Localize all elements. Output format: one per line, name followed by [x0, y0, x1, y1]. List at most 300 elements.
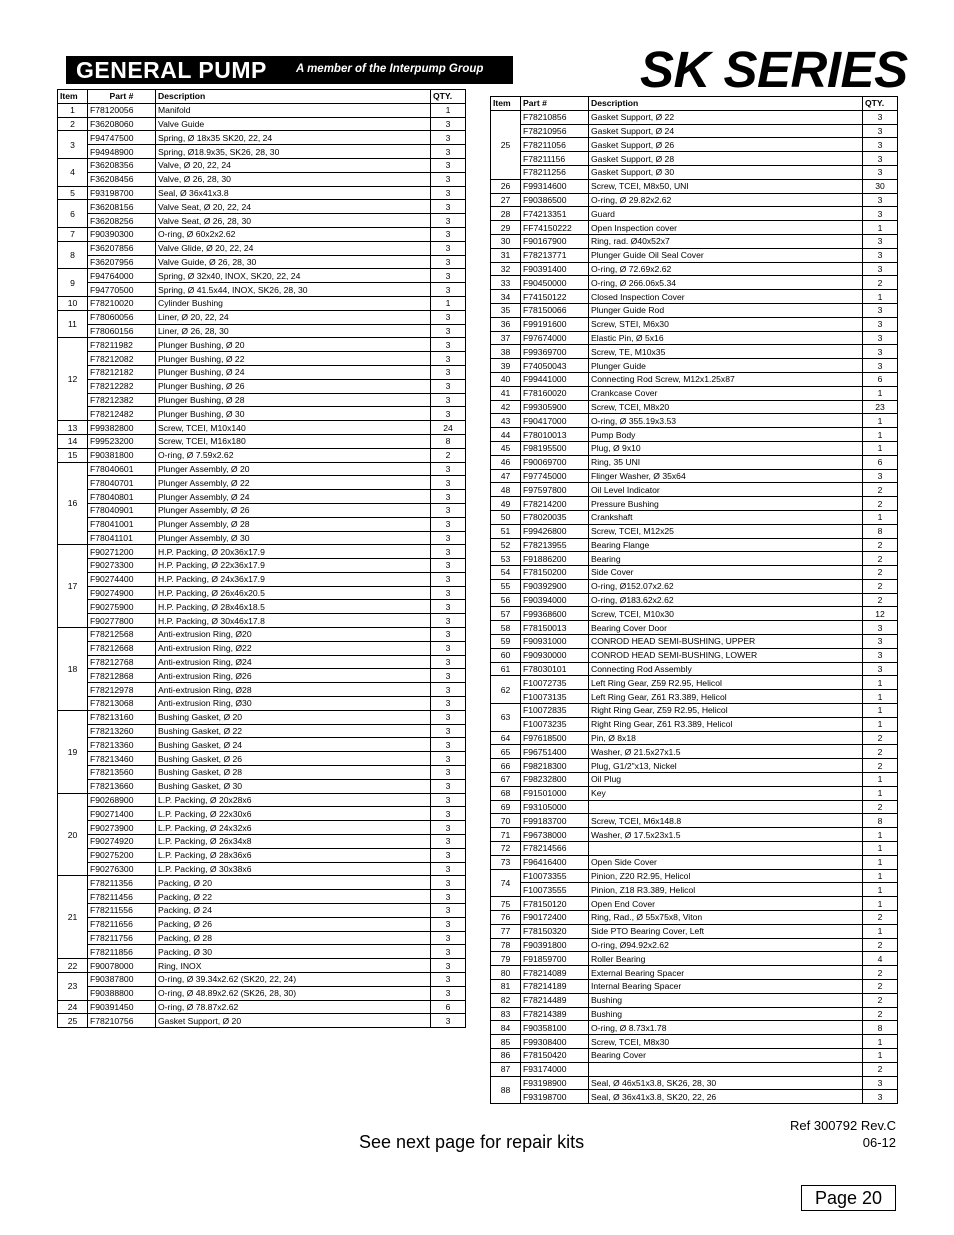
qty-cell: 1: [863, 510, 898, 524]
qty-cell: 3: [431, 503, 466, 517]
table-row: [58, 241, 466, 255]
qty-cell: 3: [431, 628, 466, 642]
qty-cell: 8: [863, 1021, 898, 1035]
part-number-cell: F78211556: [88, 904, 156, 918]
table-row: [491, 980, 898, 994]
part-number-cell: F98195500: [521, 441, 589, 455]
part-number-cell: F78212182: [88, 365, 156, 379]
table-row: [491, 1021, 898, 1035]
table-row: [58, 655, 466, 669]
description-cell: L.P. Packing, Ø 28x36x6: [156, 848, 431, 862]
part-number-cell: F78213160: [88, 710, 156, 724]
brand-banner: [66, 56, 513, 84]
item-number-cell: 35: [491, 303, 521, 317]
table-row: [58, 490, 466, 504]
qty-cell: 1: [863, 428, 898, 442]
qty-cell: 3: [863, 124, 898, 138]
item-number-cell: 32: [491, 262, 521, 276]
col-description-header: Description: [156, 90, 431, 104]
qty-cell: 6: [431, 1000, 466, 1014]
qty-cell: 3: [431, 407, 466, 421]
part-number-cell: F78030101: [521, 662, 589, 676]
table-row: [58, 324, 466, 338]
description-cell: H.P. Packing, Ø 30x46x17.8: [156, 614, 431, 628]
qty-cell: 2: [863, 483, 898, 497]
description-cell: Plunger Guide Rod: [589, 303, 863, 317]
table-row: [58, 669, 466, 683]
item-number-cell: 4: [58, 158, 88, 186]
part-number-cell: F90275200: [88, 848, 156, 862]
description-cell: Plunger Bushing, Ø 30: [156, 407, 431, 421]
qty-cell: 3: [431, 310, 466, 324]
qty-cell: 3: [431, 131, 466, 145]
qty-cell: 3: [431, 283, 466, 297]
repair-kits-note: See next page for repair kits: [359, 1132, 585, 1152]
qty-cell: 1: [863, 1035, 898, 1049]
description-cell: Bearing Flange: [589, 538, 863, 552]
item-number-cell: 40: [491, 372, 521, 386]
description-cell: Screw, TCEI, M8x30: [589, 1035, 863, 1049]
description-cell: Anti-extrusion Ring, Ø20: [156, 628, 431, 642]
qty-cell: 1: [863, 842, 898, 856]
qty-cell: 8: [863, 524, 898, 538]
qty-cell: 3: [431, 379, 466, 393]
item-number-cell: 31: [491, 248, 521, 262]
description-cell: Closed Inspection Cover: [589, 290, 863, 304]
description-cell: Washer, Ø 21.5x27x1.5: [589, 745, 863, 759]
description-cell: Oil Level Indicator: [589, 483, 863, 497]
description-cell: Liner, Ø 20, 22, 24: [156, 310, 431, 324]
part-number-cell: F10072835: [521, 704, 589, 718]
part-number-cell: F36208060: [88, 117, 156, 131]
part-number-cell: F36208356: [88, 158, 156, 172]
qty-cell: 6: [863, 455, 898, 469]
table-row: [491, 1048, 898, 1062]
description-cell: Liner, Ø 26, 28, 30: [156, 324, 431, 338]
description-cell: Plunger Bushing, Ø 28: [156, 393, 431, 407]
description-cell: Pinion, Z20 R2.95, Helicol: [589, 869, 863, 883]
description-cell: Anti-extrusion Ring, Ø24: [156, 655, 431, 669]
description-cell: O-ring, Ø183.62x2.62: [589, 593, 863, 607]
item-number-cell: 2: [58, 117, 88, 131]
description-cell: Screw, TCEI, M10x30: [589, 607, 863, 621]
item-number-cell: 68: [491, 786, 521, 800]
table-row: [491, 455, 898, 469]
qty-cell: 1: [863, 924, 898, 938]
item-number-cell: 44: [491, 428, 521, 442]
part-number-cell: F78120056: [88, 103, 156, 117]
table-row: [491, 1090, 898, 1104]
item-number-cell: 1: [58, 103, 88, 117]
qty-cell: 2: [863, 579, 898, 593]
part-number-cell: F90078000: [88, 959, 156, 973]
table-row: [491, 303, 898, 317]
description-cell: Key: [589, 786, 863, 800]
item-number-cell: 51: [491, 524, 521, 538]
table-row: [491, 317, 898, 331]
table-row: [58, 145, 466, 159]
item-number-cell: 48: [491, 483, 521, 497]
description-cell: Manifold: [156, 103, 431, 117]
item-number-cell: 47: [491, 469, 521, 483]
table-row: [491, 993, 898, 1007]
table-row: [491, 372, 898, 386]
qty-cell: 3: [863, 207, 898, 221]
qty-cell: 3: [431, 973, 466, 987]
description-cell: H.P. Packing, Ø 22x36x17.9: [156, 559, 431, 573]
item-number-cell: 37: [491, 331, 521, 345]
item-number-cell: 79: [491, 952, 521, 966]
table-row: [58, 462, 466, 476]
part-number-cell: F78211256: [521, 165, 589, 179]
table-row: [58, 448, 466, 462]
qty-cell: 3: [431, 517, 466, 531]
description-cell: Spring, Ø 32x40, INOX, SK20, 22, 24: [156, 269, 431, 283]
qty-cell: 3: [863, 234, 898, 248]
description-cell: Spring, Ø 18x35 SK20, 22, 24: [156, 131, 431, 145]
qty-cell: 3: [863, 1076, 898, 1090]
item-number-cell: 21: [58, 876, 88, 959]
table-row: [58, 697, 466, 711]
item-number-cell: 71: [491, 828, 521, 842]
description-cell: L.P. Packing, Ø 26x34x8: [156, 835, 431, 849]
qty-cell: 2: [863, 552, 898, 566]
qty-cell: 12: [863, 607, 898, 621]
description-cell: Valve Seat, Ø 20, 22, 24: [156, 200, 431, 214]
description-cell: Bearing Cover: [589, 1048, 863, 1062]
part-number-cell: F78211756: [88, 931, 156, 945]
description-cell: Bearing: [589, 552, 863, 566]
brand-tagline: A member of the Interpump Group: [296, 63, 484, 75]
qty-cell: 6: [863, 372, 898, 386]
description-cell: Screw, TCEI, M10x140: [156, 421, 431, 435]
page-number: Page 20: [801, 1185, 896, 1211]
part-number-cell: F96416400: [521, 855, 589, 869]
table-row: [491, 814, 898, 828]
part-number-cell: F90386500: [521, 193, 589, 207]
description-cell: [589, 842, 863, 856]
table-row: [58, 628, 466, 642]
part-number-cell: F90172400: [521, 911, 589, 925]
qty-cell: 3: [431, 586, 466, 600]
part-number-cell: F91859700: [521, 952, 589, 966]
qty-cell: 3: [431, 186, 466, 200]
item-number-cell: 12: [58, 338, 88, 421]
description-cell: Gasket Support, Ø 20: [156, 1014, 431, 1028]
description-cell: H.P. Packing, Ø 24x36x17.9: [156, 572, 431, 586]
table-row: [491, 566, 898, 580]
qty-cell: 2: [863, 731, 898, 745]
description-cell: Ring, 35 UNI: [589, 455, 863, 469]
description-cell: O-ring, Ø 60x2x2.62: [156, 227, 431, 241]
part-number-cell: F78211656: [88, 917, 156, 931]
description-cell: Right Ring Gear, Z59 R2.95, Helicol: [589, 704, 863, 718]
table-row: [491, 414, 898, 428]
table-row: [58, 255, 466, 269]
description-cell: O-ring, Ø 48.89x2.62 (SK26, 28, 30): [156, 986, 431, 1000]
table-row: [58, 848, 466, 862]
part-number-cell: F90392900: [521, 579, 589, 593]
item-number-cell: 83: [491, 1007, 521, 1021]
description-cell: Connecting Rod Assembly: [589, 662, 863, 676]
item-number-cell: 26: [491, 179, 521, 193]
description-cell: O-ring, Ø 8.73x1.78: [589, 1021, 863, 1035]
table-row: [491, 207, 898, 221]
qty-cell: 3: [431, 352, 466, 366]
part-number-cell: F10073135: [521, 690, 589, 704]
table-row: [491, 593, 898, 607]
part-number-cell: F78060056: [88, 310, 156, 324]
description-cell: Bearing Cover Door: [589, 621, 863, 635]
item-number-cell: 19: [58, 710, 88, 793]
qty-cell: 3: [431, 724, 466, 738]
description-cell: Open Side Cover: [589, 855, 863, 869]
qty-cell: 3: [431, 986, 466, 1000]
table-row: [491, 621, 898, 635]
part-number-cell: F78020035: [521, 510, 589, 524]
part-number-cell: F90274900: [88, 586, 156, 600]
item-number-cell: 49: [491, 497, 521, 511]
description-cell: Left Ring Gear, Z59 R2.95, Helicol: [589, 676, 863, 690]
qty-cell: 3: [431, 793, 466, 807]
description-cell: Valve Guide: [156, 117, 431, 131]
part-number-cell: F78060156: [88, 324, 156, 338]
item-number-cell: 6: [58, 200, 88, 228]
revision-ref: [760, 1117, 896, 1151]
table-row: [491, 759, 898, 773]
description-cell: Washer, Ø 17.5x23x1.5: [589, 828, 863, 842]
table-row: [491, 869, 898, 883]
table-row: [491, 538, 898, 552]
qty-cell: 1: [431, 296, 466, 310]
description-cell: Bushing Gasket, Ø 30: [156, 779, 431, 793]
item-number-cell: 30: [491, 234, 521, 248]
part-number-cell: F90388800: [88, 986, 156, 1000]
qty-cell: 3: [431, 655, 466, 669]
description-cell: Gasket Support, Ø 26: [589, 138, 863, 152]
part-number-cell: F90273900: [88, 821, 156, 835]
description-cell: Plunger Assembly, Ø 24: [156, 490, 431, 504]
part-number-cell: F99314600: [521, 179, 589, 193]
part-number-cell: F90069700: [521, 455, 589, 469]
qty-cell: 2: [863, 980, 898, 994]
table-row: [58, 766, 466, 780]
qty-cell: 3: [431, 669, 466, 683]
item-number-cell: 85: [491, 1035, 521, 1049]
item-number-cell: 33: [491, 276, 521, 290]
part-number-cell: F91886200: [521, 552, 589, 566]
item-number-cell: 41: [491, 386, 521, 400]
part-number-cell: F90387800: [88, 973, 156, 987]
qty-cell: 3: [431, 959, 466, 973]
part-number-cell: F99382800: [88, 421, 156, 435]
table-row: [58, 131, 466, 145]
description-cell: Crankcase Cover: [589, 386, 863, 400]
description-cell: Connecting Rod Screw, M12x1.25x87: [589, 372, 863, 386]
part-number-cell: F10072735: [521, 676, 589, 690]
item-number-cell: 9: [58, 269, 88, 297]
qty-cell: 1: [863, 855, 898, 869]
description-cell: Crankshaft: [589, 510, 863, 524]
item-number-cell: 13: [58, 421, 88, 435]
qty-cell: 2: [863, 759, 898, 773]
qty-cell: 3: [431, 559, 466, 573]
description-cell: Anti-extrusion Ring, Ø22: [156, 641, 431, 655]
description-cell: [589, 800, 863, 814]
item-number-cell: 80: [491, 966, 521, 980]
qty-cell: 3: [863, 138, 898, 152]
item-number-cell: 75: [491, 897, 521, 911]
description-cell: Plunger Assembly, Ø 28: [156, 517, 431, 531]
part-number-cell: F91501000: [521, 786, 589, 800]
table-row: [58, 724, 466, 738]
part-number-cell: F78211856: [88, 945, 156, 959]
part-number-cell: F78040801: [88, 490, 156, 504]
item-number-cell: 27: [491, 193, 521, 207]
qty-cell: 3: [431, 531, 466, 545]
description-cell: O-ring, Ø152.07x2.62: [589, 579, 863, 593]
col-qty-header: QTY.: [863, 97, 898, 111]
description-cell: Bushing Gasket, Ø 26: [156, 752, 431, 766]
description-cell: Ring, Rad., Ø 55x75x8, Viton: [589, 911, 863, 925]
description-cell: Valve Glide, Ø 20, 22, 24: [156, 241, 431, 255]
description-cell: Valve, Ø 26, 28, 30: [156, 172, 431, 186]
description-cell: Bushing: [589, 993, 863, 1007]
table-row: [491, 262, 898, 276]
col-description-header: Description: [589, 97, 863, 111]
item-number-cell: 70: [491, 814, 521, 828]
table-row: [491, 952, 898, 966]
ref-date: 06-12: [862, 1135, 896, 1150]
table-row: [491, 110, 898, 124]
table-row: [491, 138, 898, 152]
part-number-cell: F78214200: [521, 497, 589, 511]
item-number-cell: 3: [58, 131, 88, 159]
qty-cell: 1: [863, 1048, 898, 1062]
table-row: [58, 876, 466, 890]
part-number-cell: F99305900: [521, 400, 589, 414]
part-number-cell: F78212482: [88, 407, 156, 421]
table-row: [58, 352, 466, 366]
part-number-cell: F78040601: [88, 462, 156, 476]
part-number-cell: F94770500: [88, 283, 156, 297]
table-row: [491, 731, 898, 745]
item-number-cell: 25: [58, 1014, 88, 1028]
table-row: [58, 738, 466, 752]
item-number-cell: 86: [491, 1048, 521, 1062]
description-cell: Valve Seat, Ø 26, 28, 30: [156, 214, 431, 228]
qty-cell: 3: [431, 269, 466, 283]
description-cell: Seal, Ø 36x41x3.8, SK20, 22, 26: [589, 1090, 863, 1104]
description-cell: Anti-extrusion Ring, Ø26: [156, 669, 431, 683]
qty-cell: 2: [863, 1062, 898, 1076]
qty-cell: 3: [863, 469, 898, 483]
qty-cell: 2: [863, 497, 898, 511]
part-number-cell: F78213260: [88, 724, 156, 738]
description-cell: Flinger Washer, Ø 35x64: [589, 469, 863, 483]
item-number-cell: 72: [491, 842, 521, 856]
item-number-cell: 28: [491, 207, 521, 221]
table-row: [58, 158, 466, 172]
table-header-row: [58, 90, 466, 104]
part-number-cell: F90358100: [521, 1021, 589, 1035]
qty-cell: 3: [431, 904, 466, 918]
table-row: [58, 835, 466, 849]
description-cell: Bushing Gasket, Ø 28: [156, 766, 431, 780]
table-row: [491, 966, 898, 980]
part-number-cell: F94948900: [88, 145, 156, 159]
description-cell: Screw, TCEI, M16x180: [156, 434, 431, 448]
part-number-cell: F78040901: [88, 503, 156, 517]
part-number-cell: F90268900: [88, 793, 156, 807]
part-number-cell: F78210020: [88, 296, 156, 310]
part-number-cell: F78211456: [88, 890, 156, 904]
table-row: [491, 1007, 898, 1021]
part-number-cell: F10073235: [521, 717, 589, 731]
table-row: [491, 635, 898, 649]
ref-number: Ref 300792 Rev.C: [790, 1118, 896, 1133]
part-number-cell: FF74150222: [521, 221, 589, 235]
qty-cell: 1: [863, 414, 898, 428]
description-cell: Side PTO Bearing Cover, Left: [589, 924, 863, 938]
qty-cell: 2: [863, 938, 898, 952]
item-number-cell: 63: [491, 704, 521, 732]
item-number-cell: 81: [491, 980, 521, 994]
part-number-cell: F90274400: [88, 572, 156, 586]
col-part-header: Part #: [521, 97, 589, 111]
part-number-cell: F36208456: [88, 172, 156, 186]
qty-cell: 3: [431, 172, 466, 186]
description-cell: Ring, INOX: [156, 959, 431, 973]
part-number-cell: F94747500: [88, 131, 156, 145]
item-number-cell: 77: [491, 924, 521, 938]
description-cell: Plug, Ø 9x10: [589, 441, 863, 455]
item-number-cell: 58: [491, 621, 521, 635]
col-item-header: Item: [58, 90, 88, 104]
qty-cell: 3: [431, 710, 466, 724]
table-row: [58, 862, 466, 876]
qty-cell: 4: [863, 952, 898, 966]
part-number-cell: F78211982: [88, 338, 156, 352]
description-cell: L.P. Packing, Ø 24x32x6: [156, 821, 431, 835]
part-number-cell: F90391400: [521, 262, 589, 276]
table-row: [491, 359, 898, 373]
table-row: [58, 586, 466, 600]
part-number-cell: F78213955: [521, 538, 589, 552]
qty-cell: 1: [863, 869, 898, 883]
part-number-cell: F90417000: [521, 414, 589, 428]
qty-cell: 1: [863, 441, 898, 455]
table-row: [491, 524, 898, 538]
item-number-cell: 11: [58, 310, 88, 338]
table-row: [491, 124, 898, 138]
part-number-cell: F78213660: [88, 779, 156, 793]
description-cell: External Bearing Spacer: [589, 966, 863, 980]
part-number-cell: F78210756: [88, 1014, 156, 1028]
table-row: [491, 165, 898, 179]
item-number-cell: 67: [491, 773, 521, 787]
description-cell: Elastic Pin, Ø 5x16: [589, 331, 863, 345]
description-cell: Roller Bearing: [589, 952, 863, 966]
part-number-cell: F10073555: [521, 883, 589, 897]
description-cell: Packing, Ø 20: [156, 876, 431, 890]
table-row: [491, 428, 898, 442]
table-row: [491, 234, 898, 248]
part-number-cell: F93105000: [521, 800, 589, 814]
table-row: [58, 959, 466, 973]
item-number-cell: 38: [491, 345, 521, 359]
item-number-cell: 50: [491, 510, 521, 524]
